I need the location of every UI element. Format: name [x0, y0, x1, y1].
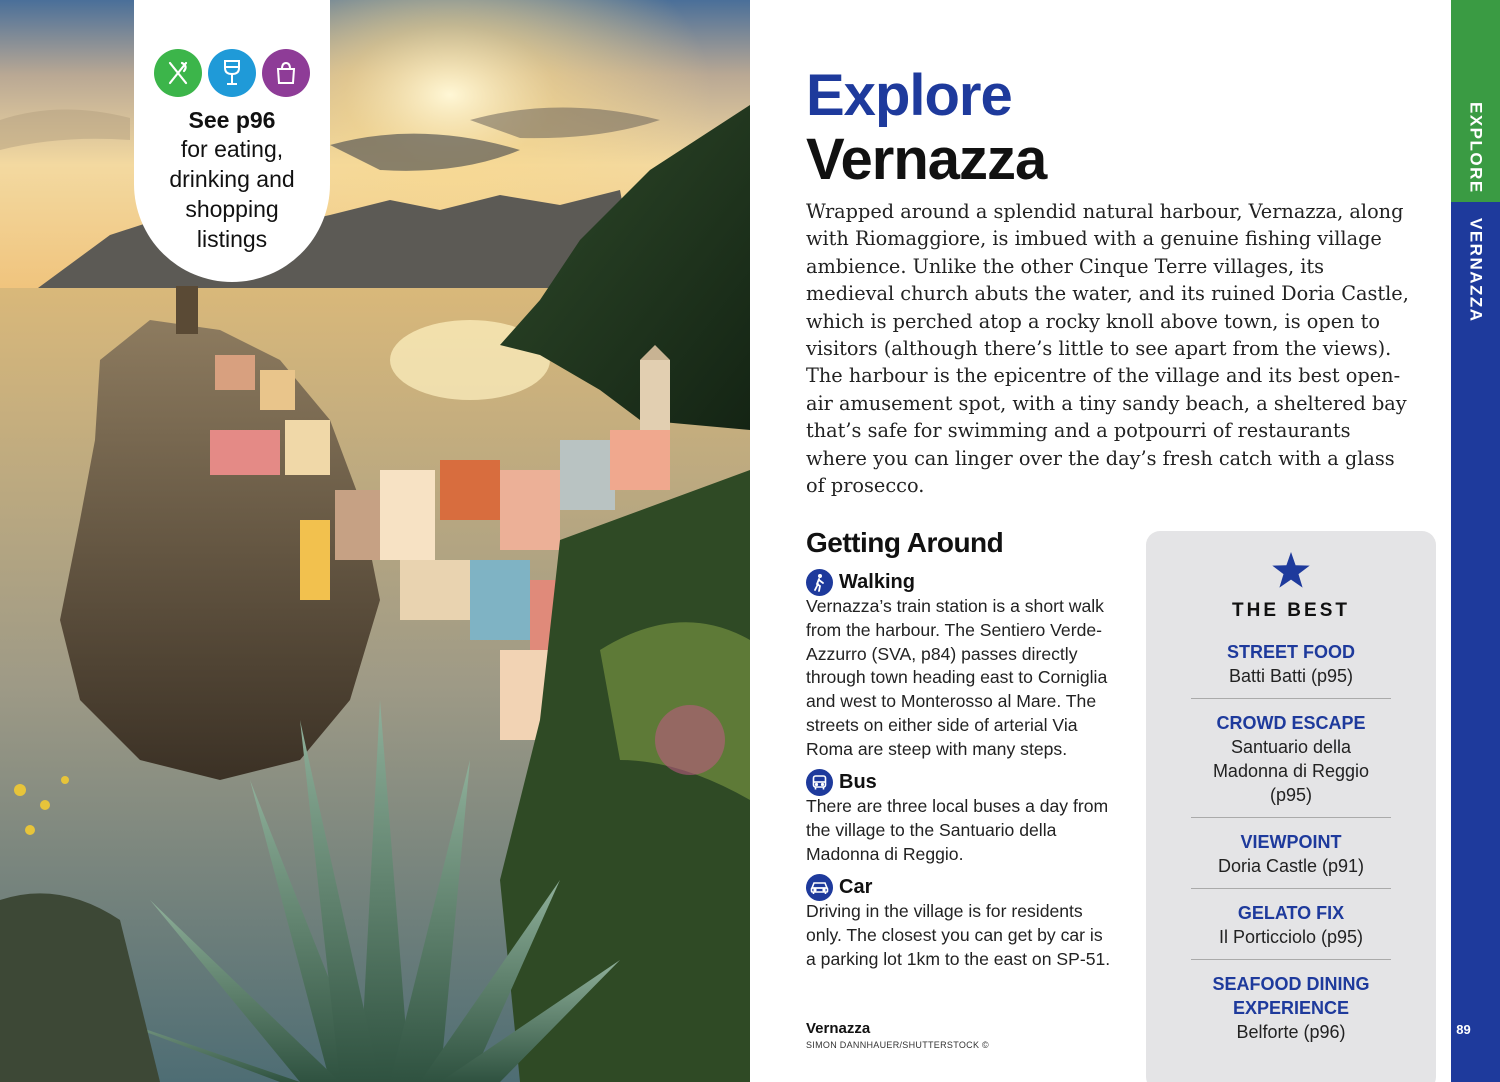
getting-around-bus [806, 769, 1116, 866]
photo-caption [806, 1020, 989, 1050]
walking-icon [806, 569, 833, 596]
walking-title: Walking [839, 570, 915, 593]
getting-around-walking [806, 569, 1116, 762]
walking-body: Vernazza’s train station is a short walk from the harbour. The Sentiero Verde-Azzurro (SVA, p84) passes directly through town heading east to Corniglia and west to Monterosso al Mare. The streets on either side of arterial Via Roma are steep with many steps. [806, 596, 1108, 759]
listings-callout [134, 0, 330, 282]
fork-knife-icon [154, 49, 202, 97]
best-item: CROWD ESCAPE Santuario della Madonna di Reggio (p95) [1191, 699, 1391, 818]
bus-icon [806, 769, 833, 796]
best-item: SEAFOOD DINING EXPERIENCE Belforte (p96) [1212, 974, 1370, 1042]
tab-explore[interactable] [1451, 0, 1500, 202]
car-title: Car [839, 875, 873, 898]
car-body: Driving in the village is for residents only. The closest you can get by car is a parking lot 1km to the east on SP-51. [806, 901, 1111, 969]
intro-paragraph: Wrapped around a splendid natural harbour, Vernazza, along with Riomaggiore, is imbued with a genuine fishing village ambience. Unlike the other Cinque Terre villages, its medieval church abuts the water, and its ruined Doria Castle, which is perched atop a rocky knoll above town, is open to visitors (although there’s little to see apart from the views). The harbour is the epicentre of the village and its best open-air amusement spot, with a tiny sandy beach, a sheltered bay that’s safe for swimming and a potpourri of restaurants where you can linger over the day’s fresh catch with a glass of prosecco. [806, 200, 1409, 498]
best-item: VIEWPOINT Doria Castle (p91) [1191, 818, 1391, 889]
getting-around-car [806, 874, 1116, 971]
shopping-bag-icon [262, 49, 310, 97]
page-number: 89 [1456, 1022, 1471, 1037]
page-title-explore: Explore [806, 63, 1012, 128]
tab-vernazza[interactable] [1451, 202, 1500, 1082]
star-icon [1146, 551, 1436, 594]
callout-text: for eating, drinking and shopping listings [169, 136, 295, 252]
photo-credit: SIMON DANNHAUER/SHUTTERSTOCK © [806, 1040, 989, 1050]
tab-explore-label: EXPLORE [1466, 102, 1486, 194]
bus-body: There are three local buses a day from the village to the Santuario della Madonna di Reggio. [806, 796, 1109, 864]
caption-title: Vernazza [806, 1020, 871, 1037]
wine-glass-icon [208, 49, 256, 97]
getting-around-heading: Getting Around [806, 527, 1004, 558]
the-best-box [1146, 531, 1436, 1082]
best-item: GELATO FIX Il Porticciolo (p95) [1191, 889, 1391, 960]
the-best-title: THE BEST [1232, 600, 1350, 621]
see-page-reference: See p96 [188, 107, 276, 133]
car-icon [806, 874, 833, 901]
bus-title: Bus [839, 770, 877, 793]
page-title-vernazza: Vernazza [806, 127, 1047, 192]
best-item: STREET FOOD Batti Batti (p95) [1191, 640, 1391, 699]
tab-vernazza-label: VERNAZZA [1466, 218, 1486, 323]
